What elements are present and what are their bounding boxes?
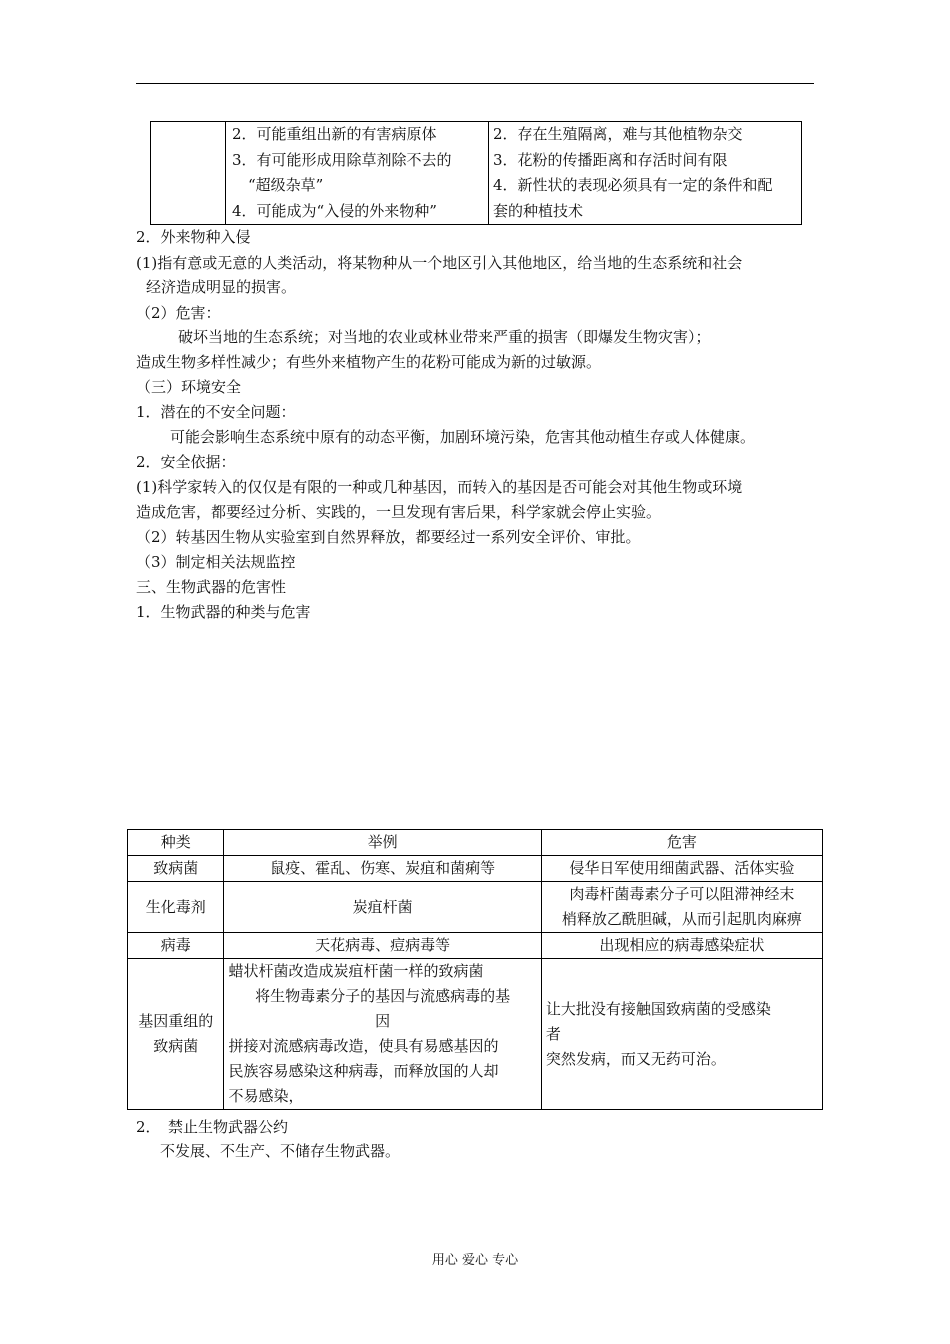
cell-example: 天花病毒、痘病毒等 <box>224 933 541 959</box>
bioweapons-table <box>127 829 823 1110</box>
table-cell-empty <box>151 122 226 225</box>
header-rule <box>136 83 814 84</box>
cell-example: 鼠疫、霍乱、伤寒、炭疽和菌痢等 <box>224 856 541 882</box>
subheading: 2． 禁止生物武器公约 <box>136 1118 289 1136</box>
text-line: 2．可能重组出新的有害病原体 <box>232 125 437 143</box>
cell-harm: 出现相应的病毒感染症状 <box>541 933 822 959</box>
text-line: 者 <box>545 1024 561 1043</box>
text-line: 肉毒杆菌毒素分子可以阻滞神经末 <box>569 885 795 903</box>
text-line: 不易感染， <box>228 1087 304 1105</box>
header-example: 举例 <box>224 830 541 856</box>
table-cell-rebuttals <box>489 122 802 225</box>
text-line: 4．新性状的表现必须具有一定的条件和配 <box>493 176 773 194</box>
cell-example <box>224 959 541 1110</box>
text-line: 3．有可能形成用除草剂除不去的 <box>232 150 452 169</box>
cell-harm <box>541 882 822 933</box>
cell-type: 致病菌 <box>128 856 224 882</box>
subheading: 2．安全依据： <box>136 453 236 471</box>
page-footer: 用心 爱心 专心 <box>431 1253 519 1268</box>
cell-type: 生化毒剂 <box>128 882 224 933</box>
paragraph-line: 破坏当地的生态系统；对当地的农业或林业带来严重的损害（即爆发生物灾害）； <box>178 328 711 346</box>
text-line: 拼接对流感病毒改造，使具有易感基因的 <box>228 1037 499 1055</box>
text-line: 因 <box>375 1012 391 1030</box>
paragraph-line: （2）转基因生物从实验室到自然界释放，都要经过一系列安全评价、审批。 <box>136 528 641 546</box>
subheading: 1．生物武器的种类与危害 <box>136 603 311 621</box>
subheading: （2）危害： <box>136 304 221 322</box>
paragraph-line: 经济造成明显的损害。 <box>146 278 297 296</box>
paragraph-line: 可能会影响生态系统中原有的动态平衡，加剧环境污染，危害其他动植生存或人体健康。 <box>170 428 756 446</box>
paragraph-line: （3）制定相关法规监控 <box>136 553 296 571</box>
table-cell-risks <box>226 122 489 225</box>
table-row <box>128 933 823 959</box>
paragraph-line: 造成生物多样性减少；有些外来植物产生的花粉可能成为新的过敏源。 <box>136 353 602 371</box>
paragraph-line: 不发展、不生产、不储存生物武器。 <box>160 1142 401 1160</box>
paragraph-line: (1)科学家转入的仅仅是有限的一种或几种基因，而转入的基因是否可能会对其他生物或环境 <box>136 478 743 496</box>
text-line: 让大批没有接触国致病菌的受感染 <box>545 999 771 1018</box>
header-harm: 危害 <box>541 830 822 856</box>
cell-example: 炭疽杆菌 <box>224 882 541 933</box>
cell-type: 病毒 <box>128 933 224 959</box>
text-line: 梢释放乙酰胆碱，从而引起肌肉麻痹 <box>561 910 802 928</box>
section-heading: （三）环境安全 <box>136 378 242 396</box>
table-header-row <box>128 830 823 856</box>
subheading: 1．潜在的不安全问题： <box>136 403 296 421</box>
section-heading: 2．外来物种入侵 <box>136 228 251 246</box>
text-line: 突然发病，而又无药可治。 <box>545 1049 726 1068</box>
paragraph-line: (1)指有意或无意的人类活动，将某物种从一个地区引入其他地区，给当地的生态系统和社会 <box>136 254 743 272</box>
table-row <box>128 856 823 882</box>
text-line: 致病菌 <box>153 1037 199 1055</box>
text-line: “超级杂草” <box>248 176 324 194</box>
header-type: 种类 <box>128 830 224 856</box>
text-line: 民族容易感染这种病毒，而释放国的人却 <box>228 1062 499 1080</box>
table-row <box>128 882 823 933</box>
text-line: 2．存在生殖隔离，难与其他植物杂交 <box>493 125 743 143</box>
section-heading: 三、生物武器的危害性 <box>136 578 287 596</box>
text-line: 4．可能成为“入侵的外来物种” <box>232 201 437 220</box>
text-line: 基因重组的 <box>138 1012 214 1030</box>
text-line: 套的种植技术 <box>493 201 584 220</box>
paragraph-line: 造成危害，都要经过分析、实践的，一旦发现有害后果，科学家就会停止实验。 <box>136 503 662 521</box>
text-line: 蜡状杆菌改造成炭疽杆菌一样的致病菌 <box>228 962 484 980</box>
text-line: 将生物毒素分子的基因与流感病毒的基 <box>255 987 511 1005</box>
cell-type <box>128 959 224 1110</box>
cell-harm <box>541 959 822 1110</box>
text-line: 3．花粉的传播距离和存活时间有限 <box>493 150 728 169</box>
table-row <box>128 959 823 1110</box>
cell-harm: 侵华日军使用细菌武器、活体实验 <box>541 856 822 882</box>
gmo-safety-table <box>150 121 802 225</box>
